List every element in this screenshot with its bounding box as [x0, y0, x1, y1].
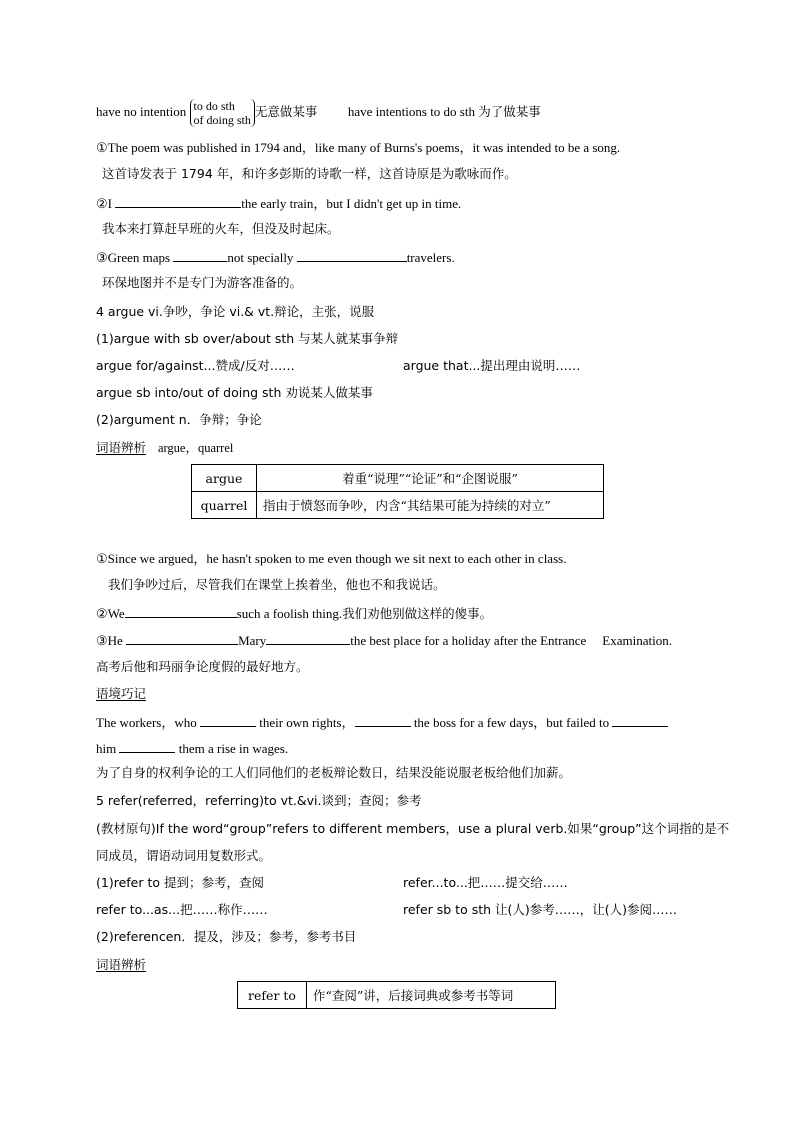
- vocab-label: 词语辨析: [96, 957, 147, 972]
- example-5-cn: 我们劝他别做这样的傻事。: [342, 606, 493, 621]
- option-brace: [190, 99, 255, 127]
- context-line-2: [96, 740, 288, 757]
- table-row: [192, 465, 604, 492]
- example-4-en: ①Since we argued，he hasn't spoken to me even though we sit next to each other in class.: [96, 551, 567, 566]
- item-5-line-2b: refer sb to sth 让(人)参考……，让(人)参阅……: [403, 902, 678, 917]
- example-6-post: the best place for a holiday after the Entrance: [350, 633, 587, 648]
- context-heading: [96, 686, 146, 702]
- answer-blank[interactable]: [612, 714, 668, 727]
- comparison-table-refer: [237, 981, 556, 1009]
- meaning-have-intentions: 为了做某事: [478, 104, 541, 119]
- answer-blank[interactable]: [126, 632, 238, 645]
- example-6-cn: 高考后他和玛丽争论度假的最好地方。: [96, 659, 309, 674]
- example-1-cn: 这首诗发表于 1794 年，和许多彭斯的诗歌一样，这首诗原是为歌咏而作。: [102, 166, 517, 181]
- table-desc: 作“查阅”讲，后接词典或参考书等词: [307, 982, 556, 1009]
- item-4-line-4: (2)argument n．争辩；争论: [96, 412, 262, 427]
- option-of-doing: of doing sth: [193, 113, 251, 128]
- table-row: [192, 492, 604, 519]
- example-5: [96, 605, 492, 622]
- answer-blank[interactable]: [173, 249, 227, 262]
- answer-blank[interactable]: [200, 714, 256, 727]
- example-5-post: such a foolish thing.: [236, 606, 343, 621]
- item-5-source-2: 同成员，谓语动词用复数形式。: [96, 848, 272, 863]
- answer-blank[interactable]: [115, 195, 241, 208]
- table-desc: 着重“说理”“论证”和“企图说服”: [257, 465, 604, 492]
- item-5-line-1a: (1)refer to 提到；参考，查阅: [96, 875, 264, 890]
- comparison-table-argue-quarrel: [191, 464, 604, 519]
- item-4-line-2b: argue that...提出理由说明……: [403, 358, 581, 373]
- example-3-en: [96, 249, 455, 266]
- table-row: [238, 982, 556, 1009]
- answer-blank[interactable]: [119, 740, 175, 753]
- example-6-mid: Mary: [238, 633, 267, 648]
- example-3-cn: 环保地图并不是专门为游客准备的。: [102, 275, 303, 290]
- answer-blank[interactable]: [266, 632, 350, 645]
- answer-blank[interactable]: [297, 249, 407, 262]
- item-4-title: 4 argue vi.争吵，争论 vi.& vt.辩论，主张，说服: [96, 304, 375, 319]
- example-3-pre: ③Green maps: [96, 250, 174, 265]
- example-2-cn: 我本来打算赶早班的火车，但没及时起床。: [102, 221, 340, 236]
- context-l1a: The workers，who: [96, 715, 200, 730]
- item-5-line-2a: refer to...as...把……称作……: [96, 902, 268, 917]
- context-cn: 为了自身的权利争论的工人们同他们的老板辩论数日，结果没能说服老板给他们加薪。: [96, 765, 572, 780]
- item-4-line-3: argue sb into/out of doing sth 劝说某人做某事: [96, 385, 373, 400]
- phrase-have-intentions: have intentions to do sth: [347, 104, 475, 119]
- vocab-words: argue，quarrel: [157, 441, 234, 455]
- context-l2b: them a rise in wages.: [175, 741, 289, 756]
- context-l1b: their own rights，: [255, 715, 355, 730]
- context-l2a: him: [96, 741, 120, 756]
- context-l1c: the boss for a few days，but failed to: [410, 715, 613, 730]
- example-3-mid: not specially: [227, 250, 297, 265]
- vocab-label: 词语辨析: [96, 440, 147, 455]
- item-5-line-1b: refer...to...把……提交给……: [403, 875, 568, 890]
- vocab-heading-1: [96, 440, 233, 456]
- context-line-1: [96, 714, 668, 731]
- item-4-line-1: (1)argue with sb over/about sth 与某人就某事争辩: [96, 331, 399, 346]
- answer-blank[interactable]: [125, 605, 237, 618]
- table-word: argue: [192, 465, 257, 492]
- example-3-post: travelers.: [406, 250, 455, 265]
- example-2-post: the early train，but I didn't get up in time.: [241, 196, 462, 211]
- example-2-en: [96, 195, 461, 212]
- example-4-cn: 我们争吵过后，尽管我们在课堂上挨着坐，他也不和我说话。: [108, 577, 446, 592]
- item-5-source-1: (教材原句)If the word“group”refers to different members，use a plural verb.如果“group”这个词指的是不: [96, 821, 730, 836]
- example-5-pre: ②We: [96, 606, 125, 621]
- example-6-pre: ③He: [96, 633, 127, 648]
- example-6-post2: Examination.: [602, 633, 672, 648]
- item-5-line-3: (2)referencen．提及，涉及；参考，参考书目: [96, 929, 357, 944]
- context-label: 语境巧记: [96, 686, 147, 701]
- phrase-have-no-intention: have no intention: [96, 104, 187, 119]
- example-6-en: [96, 632, 672, 649]
- intention-line: [96, 98, 541, 127]
- example-2-pre: ②I: [96, 196, 116, 211]
- answer-blank[interactable]: [355, 714, 411, 727]
- meaning-no-intention: 无意做某事: [254, 104, 318, 119]
- table-word: refer to: [238, 982, 307, 1009]
- example-1-en: ①The poem was published in 1794 and，like many of Burns's poems，it was intended to be a song.: [96, 140, 621, 155]
- vocab-heading-2: [96, 957, 146, 973]
- table-desc: 指由于愤怒而争吵，内含“其结果可能为持续的对立”: [257, 492, 604, 519]
- table-word: quarrel: [192, 492, 257, 519]
- item-5-title: 5 refer(referred，referring)to vt.&vi.谈到；查阅；参考: [96, 793, 422, 808]
- option-to-do: to do sth: [193, 99, 235, 114]
- item-4-line-2a: argue for/against...赞成/反对……: [96, 358, 295, 373]
